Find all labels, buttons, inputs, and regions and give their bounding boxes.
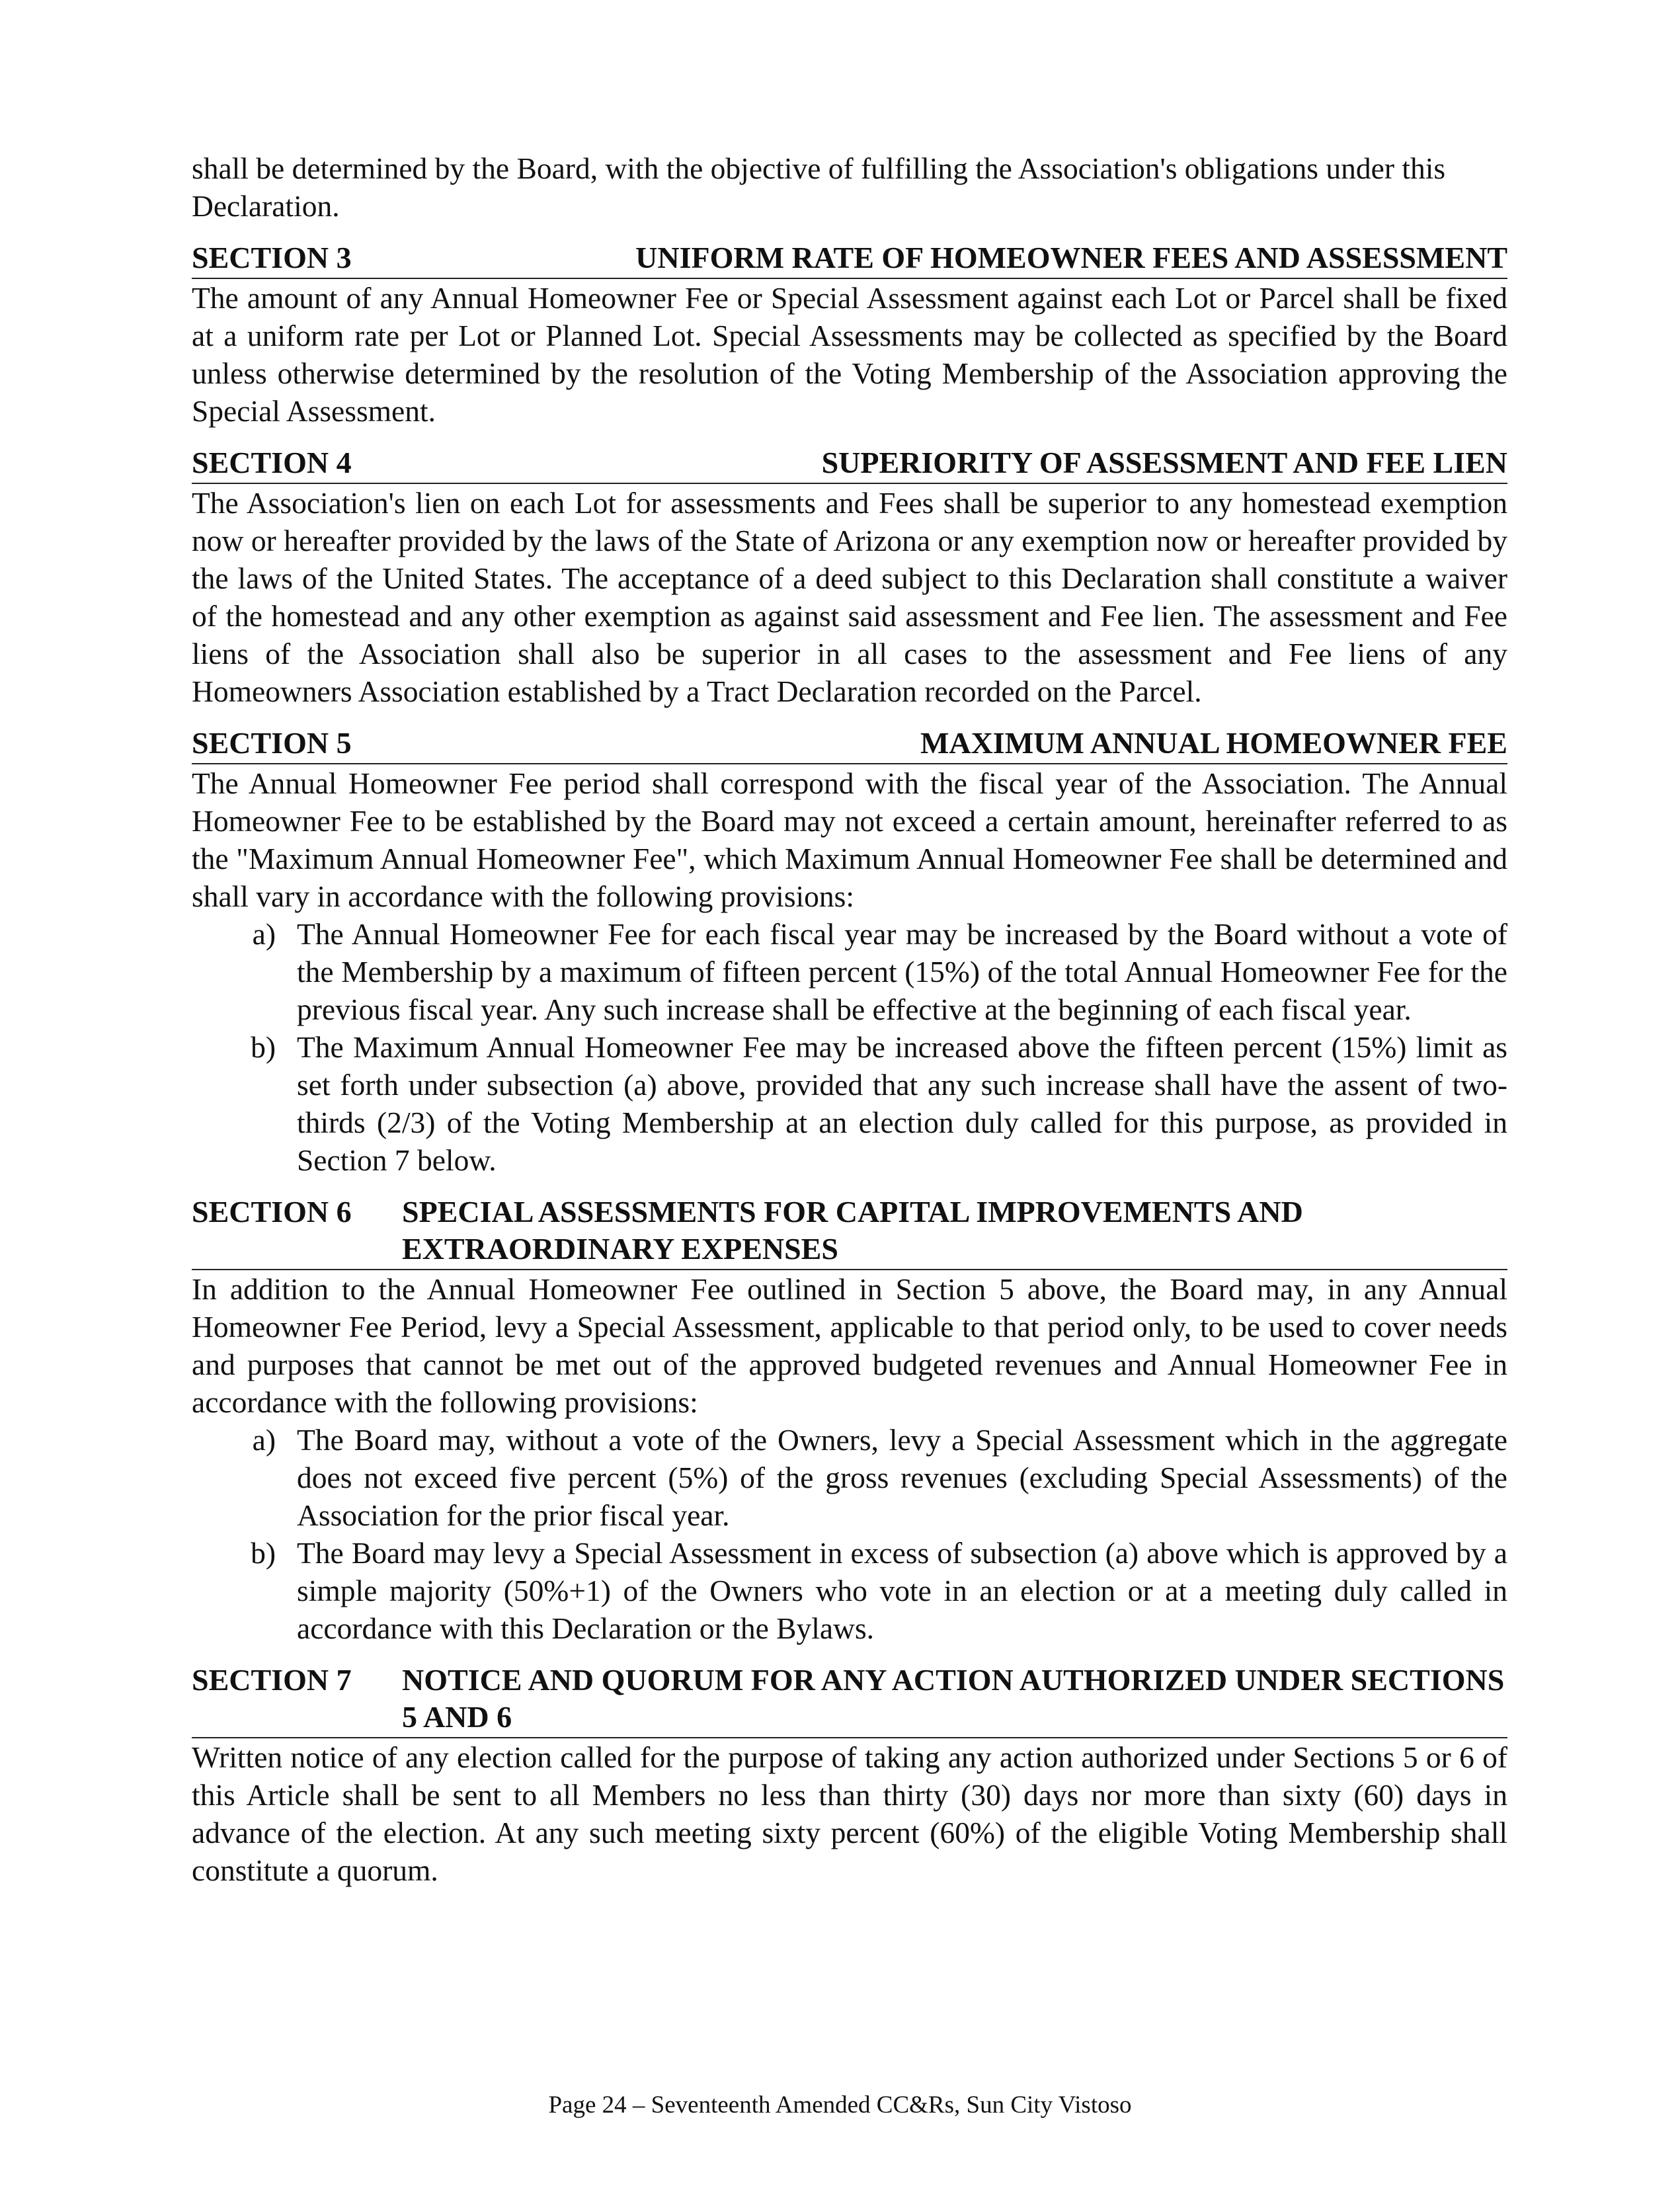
section-4-body: The Association's lien on each Lot for assessments and Fees shall be superior to any homestead exemption now or hereafter provided by the laws of the State of Arizona or any exemption now or hereafter provided by the laws of the United States. The acceptance of a deed subject to this Declaration shall constitute a waiver of the homestead and any other exemption as against said assessment and Fee lien. The assessment and Fee liens of the Association shall also be superior in all cases to the assessment and Fee liens of any Homeowners Association established by a Tract Declaration recorded on the Parcel. bbox=[192, 486, 1507, 708]
list-item-label: b) bbox=[251, 1030, 276, 1064]
section-4-number: SECTION 4 bbox=[192, 446, 352, 479]
section-3-heading bbox=[192, 239, 1507, 279]
section-6-title: SPECIAL ASSESSMENTS FOR CAPITAL IMPROVEMENTS AND EXTRAORDINARY EXPENSES bbox=[402, 1195, 1303, 1266]
section-3-body: The amount of any Annual Homeowner Fee or Special Assessment against each Lot or Parcel shall be fixed at a uniform rate per Lot or Planned Lot. Special Assessments may be collected as specified by the Board unless otherwise determined by the resolution of the Voting Membership of the Association approving the Special Assessment. bbox=[192, 281, 1507, 428]
list-item bbox=[192, 915, 1507, 1028]
list-item-text: The Board may, without a vote of the Owners, levy a Special Assessment which in the aggregate does not exceed five percent (5%) of the gross revenues (excluding Special Assessments) of the Association for the prior fiscal year. bbox=[297, 1423, 1507, 1532]
section-5-list bbox=[192, 915, 1507, 1179]
list-item bbox=[192, 1421, 1507, 1534]
section-7-number: SECTION 7 bbox=[192, 1663, 352, 1697]
list-item-text: The Annual Homeowner Fee for each fiscal year may be increased by the Board without a vote of the Membership by a maximum of fifteen percent (15%) of the total Annual Homeowner Fee for the previous fiscal year. Any such increase shall be effective at the beginning of each fiscal year. bbox=[297, 917, 1507, 1026]
section-6-heading bbox=[192, 1194, 1507, 1270]
section-3-title: UNIFORM RATE OF HOMEOWNER FEES AND ASSESSMENT bbox=[635, 241, 1507, 274]
document-body bbox=[192, 149, 1507, 1889]
section-7-body: Written notice of any election called for the purpose of taking any action authorized under Sections 5 or 6 of this Article shall be sent to all Members no less than thirty (30) days nor more than sixty (60) days in advance of the election. At any such meeting sixty percent (60%) of the eligible Voting Membership shall constitute a quorum. bbox=[192, 1740, 1507, 1887]
page-footer: Page 24 – Seventeenth Amended CC&Rs, Sun City Vistoso bbox=[548, 2091, 1132, 2119]
section-5-heading bbox=[192, 725, 1507, 764]
list-item bbox=[192, 1534, 1507, 1647]
list-item-label: a) bbox=[252, 1423, 276, 1457]
section-5-body: The Annual Homeowner Fee period shall correspond with the fiscal year of the Association. The Annual Homeowner Fee to be established by the Board may not exceed a certain amount, hereinafter referred to as the "Maximum Annual Homeowner Fee", which Maximum Annual Homeowner Fee shall be determined and shall vary in accordance with the following provisions: bbox=[192, 766, 1507, 913]
list-item-text: The Board may levy a Special Assessment in excess of subsection (a) above which is approved by a simple majority (50%+1) of the Owners who vote in an election or at a meeting duly called in accordance with this Declaration or the Bylaws. bbox=[297, 1536, 1507, 1645]
list-item-label: b) bbox=[251, 1536, 276, 1570]
section-6-list bbox=[192, 1421, 1507, 1647]
list-item-label: a) bbox=[252, 917, 276, 951]
section-5-title: MAXIMUM ANNUAL HOMEOWNER FEE bbox=[920, 726, 1507, 760]
section-4-title: SUPERIORITY OF ASSESSMENT AND FEE LIEN bbox=[821, 446, 1507, 479]
intro-paragraph: shall be determined by the Board, with the objective of fulfilling the Association's obligations under this Declaration. bbox=[192, 151, 1446, 223]
section-6-number: SECTION 6 bbox=[192, 1195, 352, 1229]
section-4-heading bbox=[192, 444, 1507, 484]
list-item bbox=[192, 1028, 1507, 1179]
section-7-heading bbox=[192, 1662, 1507, 1738]
section-7-title: NOTICE AND QUORUM FOR ANY ACTION AUTHORIZED UNDER SECTIONS 5 AND 6 bbox=[402, 1663, 1505, 1734]
list-item-text: The Maximum Annual Homeowner Fee may be increased above the fifteen percent (15%) limit as set forth under subsection (a) above, provided that any such increase shall have the assent of two-thirds (2/3) of the Voting Membership at an election duly called for this purpose, as provided in Section 7 below. bbox=[297, 1030, 1507, 1177]
section-3-number: SECTION 3 bbox=[192, 241, 352, 274]
section-5-number: SECTION 5 bbox=[192, 726, 352, 760]
section-6-body: In addition to the Annual Homeowner Fee outlined in Section 5 above, the Board may, in any Annual Homeowner Fee Period, levy a Special Assessment, applicable to that period only, to be used to cover needs and purposes that cannot be met out of the approved budgeted revenues and Annual Homeowner Fee in accordance with the following provisions: bbox=[192, 1272, 1507, 1419]
